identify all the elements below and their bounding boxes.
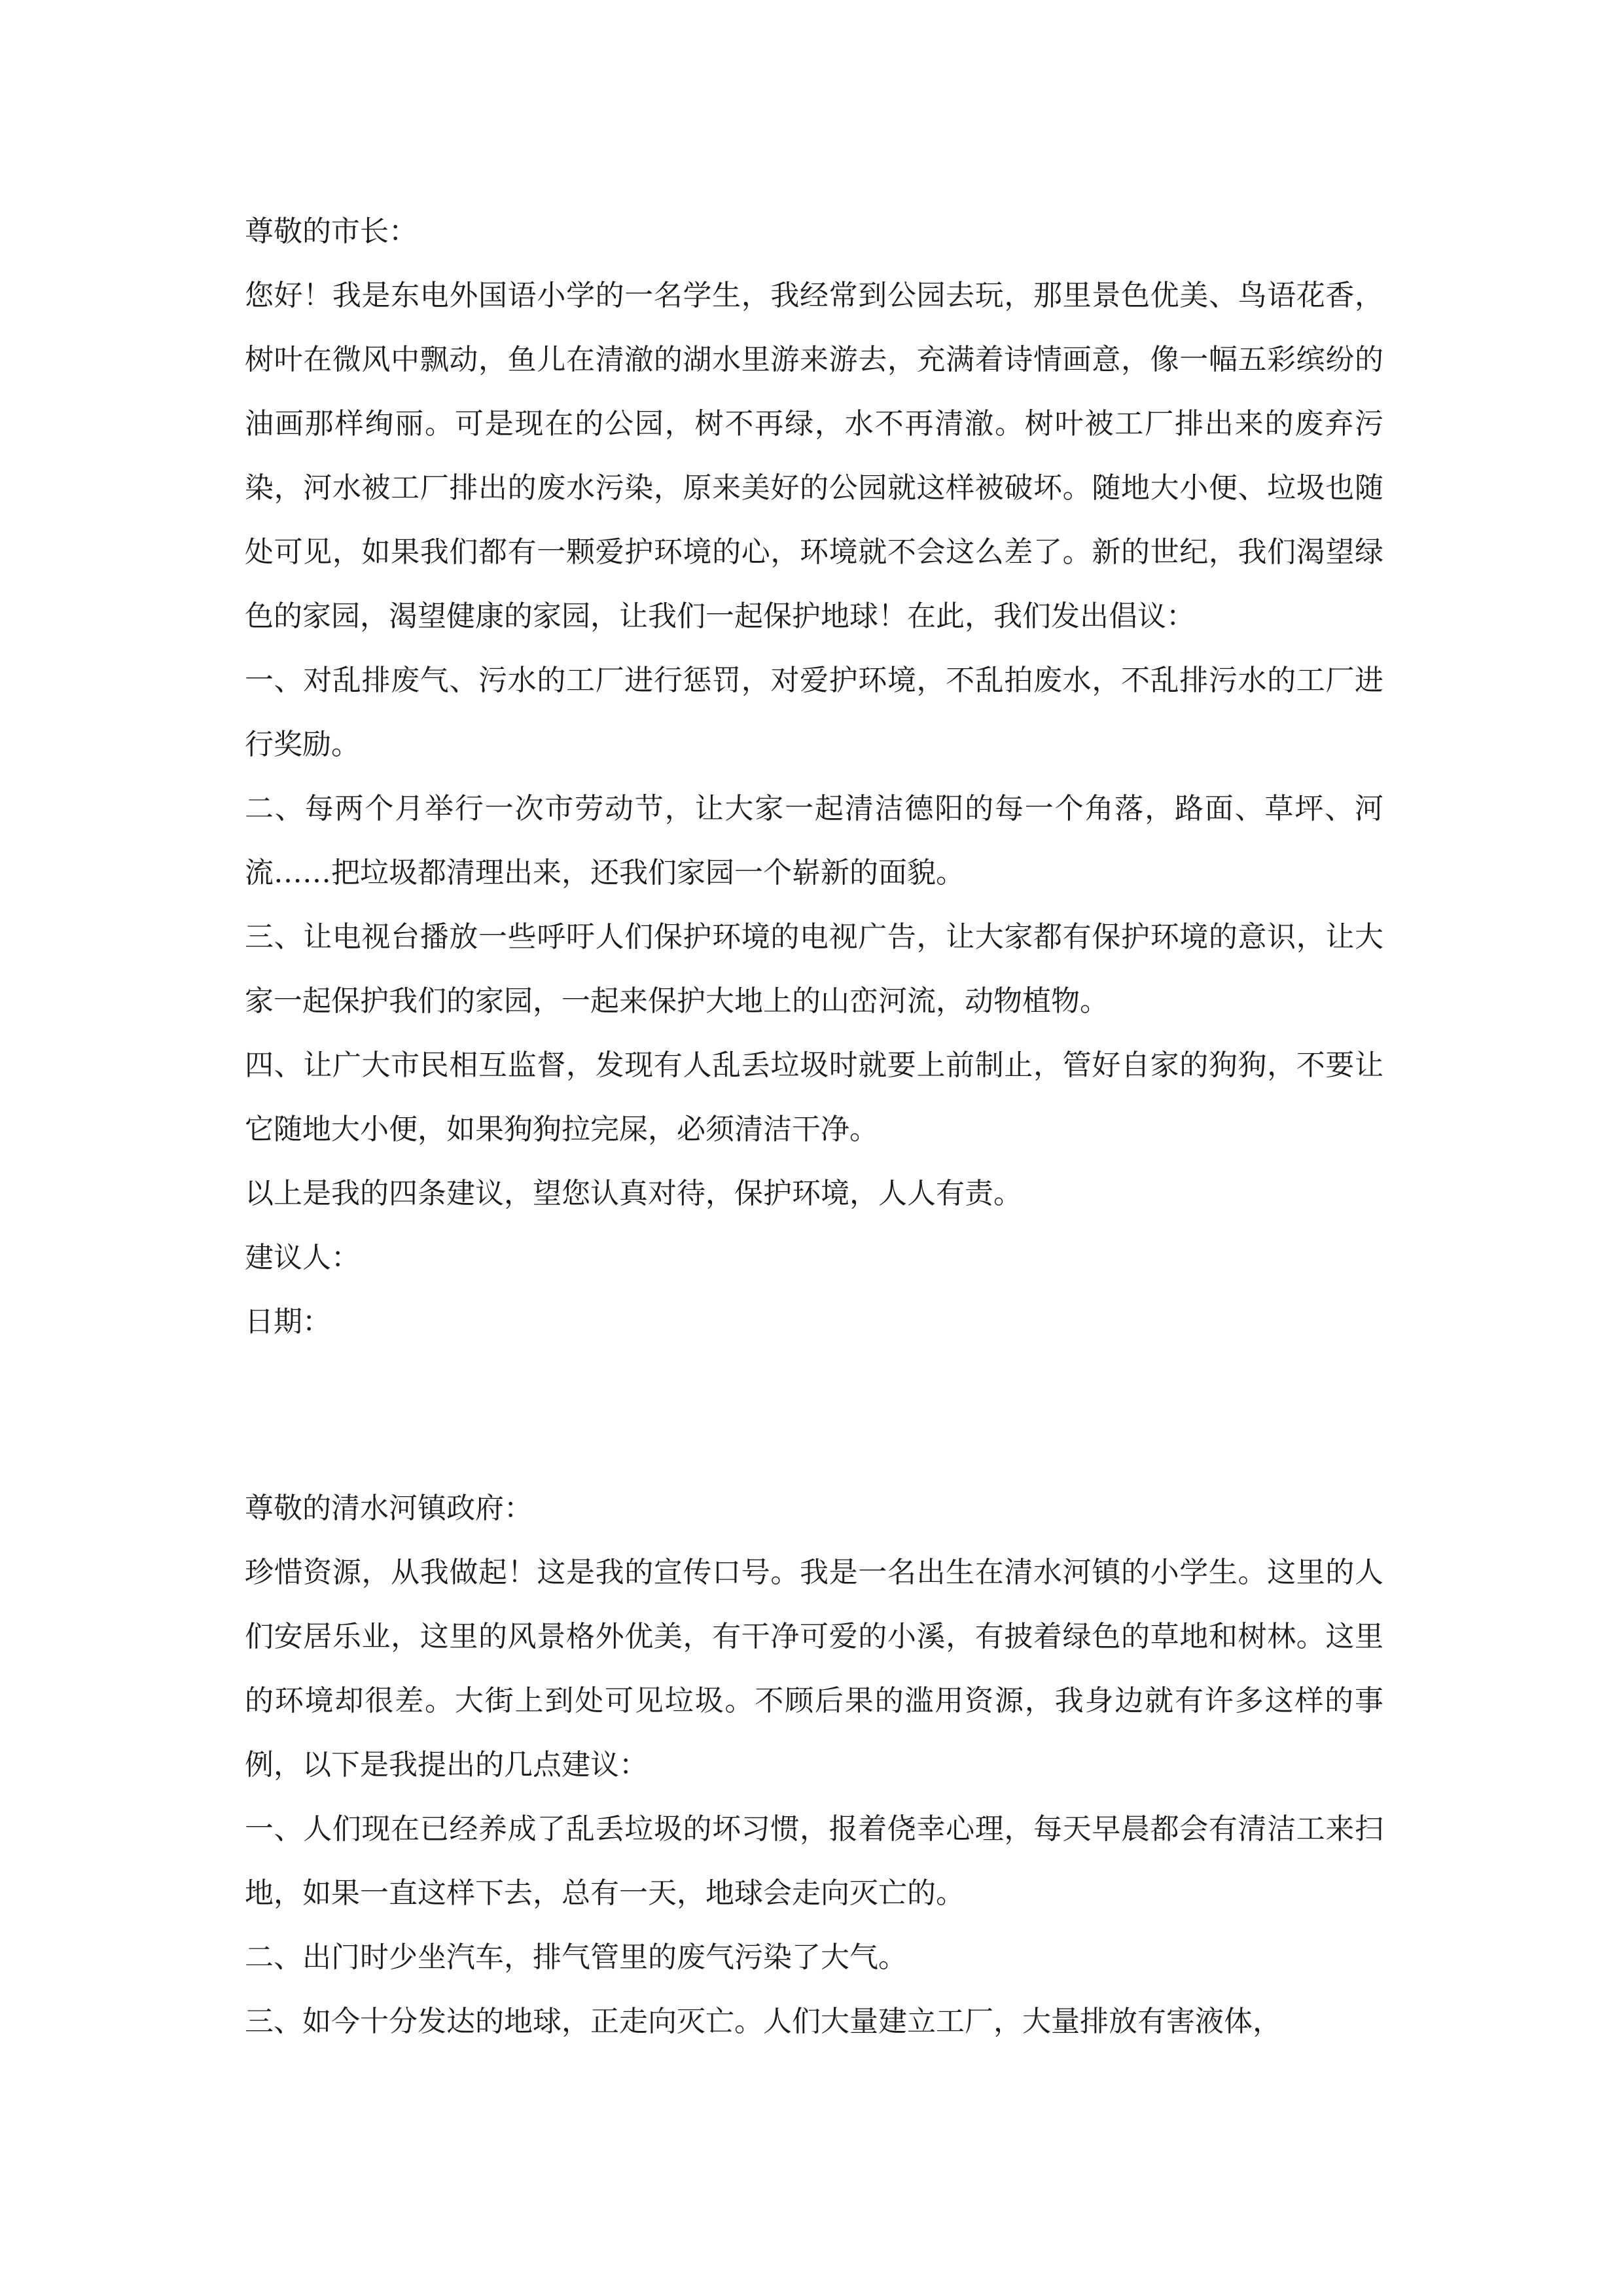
paragraph: 四、让广大市民相互监督，发现有人乱丢垃圾时就要上前制止，管好自家的狗狗，不要让它随地大小便，如果狗狗拉完屎，必须清洁干净。	[245, 1049, 1383, 1146]
paragraph: 三、如今十分发达的地球，正走向灭亡。人们大量建立工厂，大量排放有害液体，	[245, 2005, 1281, 2038]
letter-to-mayor	[245, 200, 1383, 1354]
paragraph: 以上是我的四条建议，望您认真对待，保护环境，人人有责。	[245, 1177, 1022, 1210]
date-label: 日期：	[245, 1305, 331, 1338]
letter-to-town-government	[245, 1477, 1383, 2054]
salutation: 尊敬的市长：	[245, 215, 418, 248]
paragraph: 一、对乱排废气、污水的工厂进行惩罚，对爱护环境，不乱拍废水，不乱排污水的工厂进行奖励。	[245, 664, 1383, 761]
paragraph: 二、出门时少坐汽车，排气管里的废气污染了大气。	[245, 1941, 907, 1974]
salutation: 尊敬的清水河镇政府：	[245, 1492, 533, 1525]
signer-label: 建议人：	[245, 1241, 360, 1274]
paragraph: 您好！我是东电外国语小学的一名学生，我经常到公园去玩，那里景色优美、鸟语花香，树叶在微风中飘动，鱼儿在清澈的湖水里游来游去，充满着诗情画意，像一幅五彩缤纷的油画那样绚丽。可是现在的公园，树不再绿，水不再清澈。树叶被工厂排出来的废弃污染，河水被工厂排出的废水污染，原来美好的公园就这样被破坏。随地大小便、垃圾也随处可见，如果我们都有一颗爱护环境的心，环境就不会这么差了。新的世纪，我们渴望绿色的家园，渴望健康的家园，让我们一起保护地球！在此，我们发出倡议：	[245, 279, 1383, 633]
paragraph: 珍惜资源，从我做起！这是我的宣传口号。我是一名出生在清水河镇的小学生。这里的人们安居乐业，这里的风景格外优美，有干净可爱的小溪，有披着绿色的草地和树林。这里的环境却很差。大街上到处可见垃圾。不顾后果的滥用资源，我身边就有许多这样的事例，以下是我提出的几点建议：	[245, 1556, 1383, 1782]
paragraph: 二、每两个月举行一次市劳动节，让大家一起清洁德阳的每一个角落，路面、草坪、河流……把垃圾都清理出来，还我们家园一个崭新的面貌。	[245, 792, 1383, 889]
paragraph: 三、让电视台播放一些呼吁人们保护环境的电视广告，让大家都有保护环境的意识，让大家一起保护我们的家园，一起来保护大地上的山峦河流，动物植物。	[245, 920, 1383, 1018]
paragraph: 一、人们现在已经养成了乱丢垃圾的坏习惯，报着侥幸心理，每天早晨都会有清洁工来扫地，如果一直这样下去，总有一天，地球会走向灭亡的。	[245, 1812, 1383, 1910]
